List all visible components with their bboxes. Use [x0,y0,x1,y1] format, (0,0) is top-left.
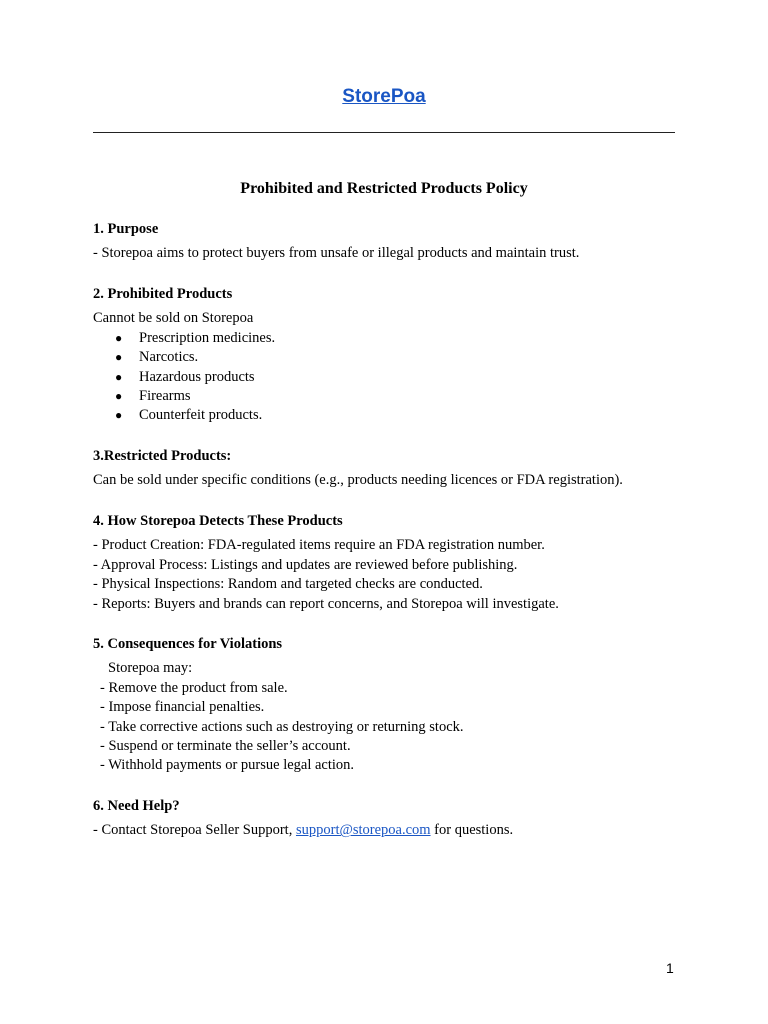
consequence-line: - Take corrective actions such as destroying or returning stock. [100,718,464,735]
section-title: 6. Need Help? [93,798,180,814]
header-divider [93,132,675,133]
detection-line: - Approval Process: Listings and updates are reviewed before publishing. [93,556,518,573]
section-restricted [93,447,693,491]
list-item [93,368,693,387]
list-item [93,329,693,348]
help-prefix: - Contact Storepoa Seller Support, [93,822,296,839]
section-prohibited [93,285,693,426]
bullet-dot-icon: ● [115,408,123,423]
list-item-text: Firearms [139,388,191,405]
prohibited-intro: Cannot be sold on Storepoa [93,310,254,327]
section-help [93,797,693,841]
detection-line: - Reports: Buyers and brands can report concerns, and Storepoa will investigate. [93,595,559,612]
bullet-dot-icon: ● [115,350,123,365]
bullet-dot-icon: ● [115,389,123,404]
document-title: Prohibited and Restricted Products Policy [240,180,528,197]
help-line [93,821,693,840]
detection-line: - Physical Inspections: Random and targeted checks are conducted. [93,576,483,593]
list-item-text: Narcotics. [139,349,199,366]
help-suffix: for questions. [430,822,514,839]
list-item [93,348,693,367]
page-number: 1 [666,960,674,976]
section-title: 5. Consequences for Violations [93,636,283,652]
list-item-text: Prescription medicines. [139,329,276,346]
list-item [93,387,693,406]
consequences-intro: Storepoa may: [108,660,193,677]
section-detection [93,512,693,614]
restricted-line: Can be sold under specific conditions (e.g., products needing licences or FDA registration). [93,472,623,489]
section-title: 3.Restricted Products: [93,448,232,464]
detection-line: - Product Creation: FDA-regulated items require an FDA registration number. [93,537,545,554]
list-item-text: Counterfeit products. [139,407,263,424]
bullet-dot-icon: ● [115,369,123,384]
section-title: 2. Prohibited Products [93,286,233,302]
section-title: 1. Purpose [93,221,159,237]
section-title: 4. How Storepoa Detects These Products [93,513,343,529]
list-item-text: Hazardous products [139,368,255,385]
brand-link[interactable]: StorePoa [342,86,426,107]
purpose-line: - Storepoa aims to protect buyers from unsafe or illegal products and maintain trust. [93,245,580,262]
section-purpose [93,220,693,264]
section-consequences [93,635,693,776]
consequence-line: - Impose financial penalties. [100,699,265,716]
support-email-link[interactable]: support@storepoa.com [295,822,431,839]
list-item [93,406,693,425]
consequence-line: - Withhold payments or pursue legal action. [100,757,355,774]
consequence-line: - Remove the product from sale. [100,679,288,696]
consequence-line: - Suspend or terminate the seller’s account. [100,738,351,755]
bullet-dot-icon: ● [115,330,123,345]
prohibited-list [93,329,693,426]
